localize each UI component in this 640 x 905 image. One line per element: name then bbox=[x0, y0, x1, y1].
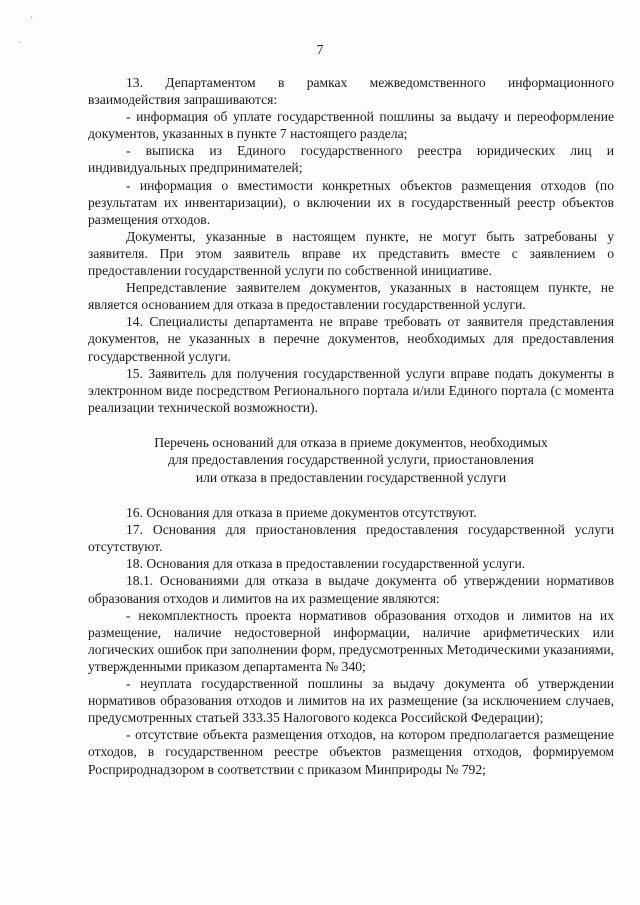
paragraph-16: 16. Основания для отказа в приеме документов отсутствуют. bbox=[126, 505, 477, 521]
paragraph-18-1: 18.1. Основаниями для отказа в выдаче документа об утверждении нормативов образования отходов и лимитов на их размещение являются: bbox=[88, 573, 614, 606]
section-heading-line-1: Перечень оснований для отказа в приеме документов, необходимых bbox=[154, 434, 548, 450]
paragraph-18-1-item-1: - некомплектность проекта нормативов образования отходов и лимитов на их размещение, наличие недостоверной информации, наличие арифметических или логических ошибок при заполнении форм, предусмотренных Методическими указаниями, утвержденными приказом департамента № 340; bbox=[88, 607, 614, 674]
page-number: 7 bbox=[316, 42, 324, 57]
section-heading-line-2: для предоставления государственной услуги, приостановления bbox=[168, 452, 534, 468]
paragraph-18-1-item-2: - неуплата государственной пошлины за выдачу документа об утверждении нормативов образования отходов и лимитов на их размещение (за исключением случаев, предусмотренных статьей 333.35 Налогового кодекса Российской Федерации); bbox=[88, 676, 614, 726]
paragraph-13-item-2: - выписка из Единого государственного реестра юридических лиц и индивидуальных предпринимателей; bbox=[88, 143, 614, 176]
paragraph-18-1-item-3: - отсутствие объекта размещения отходов, на котором предполагается размещение отходов, в государственном реестре объектов размещения отходов, формируемом Росприроднадзором в соответствии с приказом Минприроды № 792; bbox=[88, 727, 614, 777]
paragraph-13-item-3: - информация о вместимости конкретных объектов размещения отходов (по результатам их инвентаризации), о включении их в государственный реестр объектов размещения отходов. bbox=[88, 177, 614, 227]
paragraph-documents-note: Документы, указанные в настоящем пункте, не могут быть затребованы у заявителя. При этом заявитель вправе их представить вместе с заявлением о предоставлении государственной услуги по собственной инициативе. bbox=[88, 228, 614, 279]
paragraph-13-item-1: - информация об уплате государственной пошлины за выдачу и переоформление документов, указанных в пункте 7 настоящего раздела; bbox=[88, 109, 614, 142]
scan-mark: · bbox=[30, 13, 34, 24]
section-heading-line-3: или отказа в предоставлении государственной услуги bbox=[195, 469, 507, 485]
paragraph-15: 15. Заявитель для получения государственной услуги вправе подать документы в электронном виде посредством Регионального портала и/или Единого портала (с момента реализации технической возможности). bbox=[88, 365, 614, 415]
spacer bbox=[88, 486, 614, 504]
paragraph-13: 13. Департаментом в рамках межведомственного информационного взаимодействия запрашиваются: bbox=[88, 75, 614, 108]
paragraph-14: 14. Специалисты департамента не вправе требовать от заявителя представления документов, не указанных в перечне документов, необходимых для предоставления государственной услуги. bbox=[88, 314, 614, 364]
paragraph-non-submission: Непредставление заявителем документов, указанных в настоящем пункте, не является основанием для отказа в предоставлении государственной услуги. bbox=[88, 280, 614, 313]
paragraph-17: 17. Основания для приостановления предоставления государственной услуги отсутствуют. bbox=[88, 522, 614, 555]
paragraph-18: 18. Основания для отказа в предоставлении государственной услуги. bbox=[126, 556, 526, 572]
scan-mark: ` bbox=[18, 41, 22, 52]
document-body bbox=[88, 74, 614, 778]
spacer bbox=[88, 416, 614, 434]
